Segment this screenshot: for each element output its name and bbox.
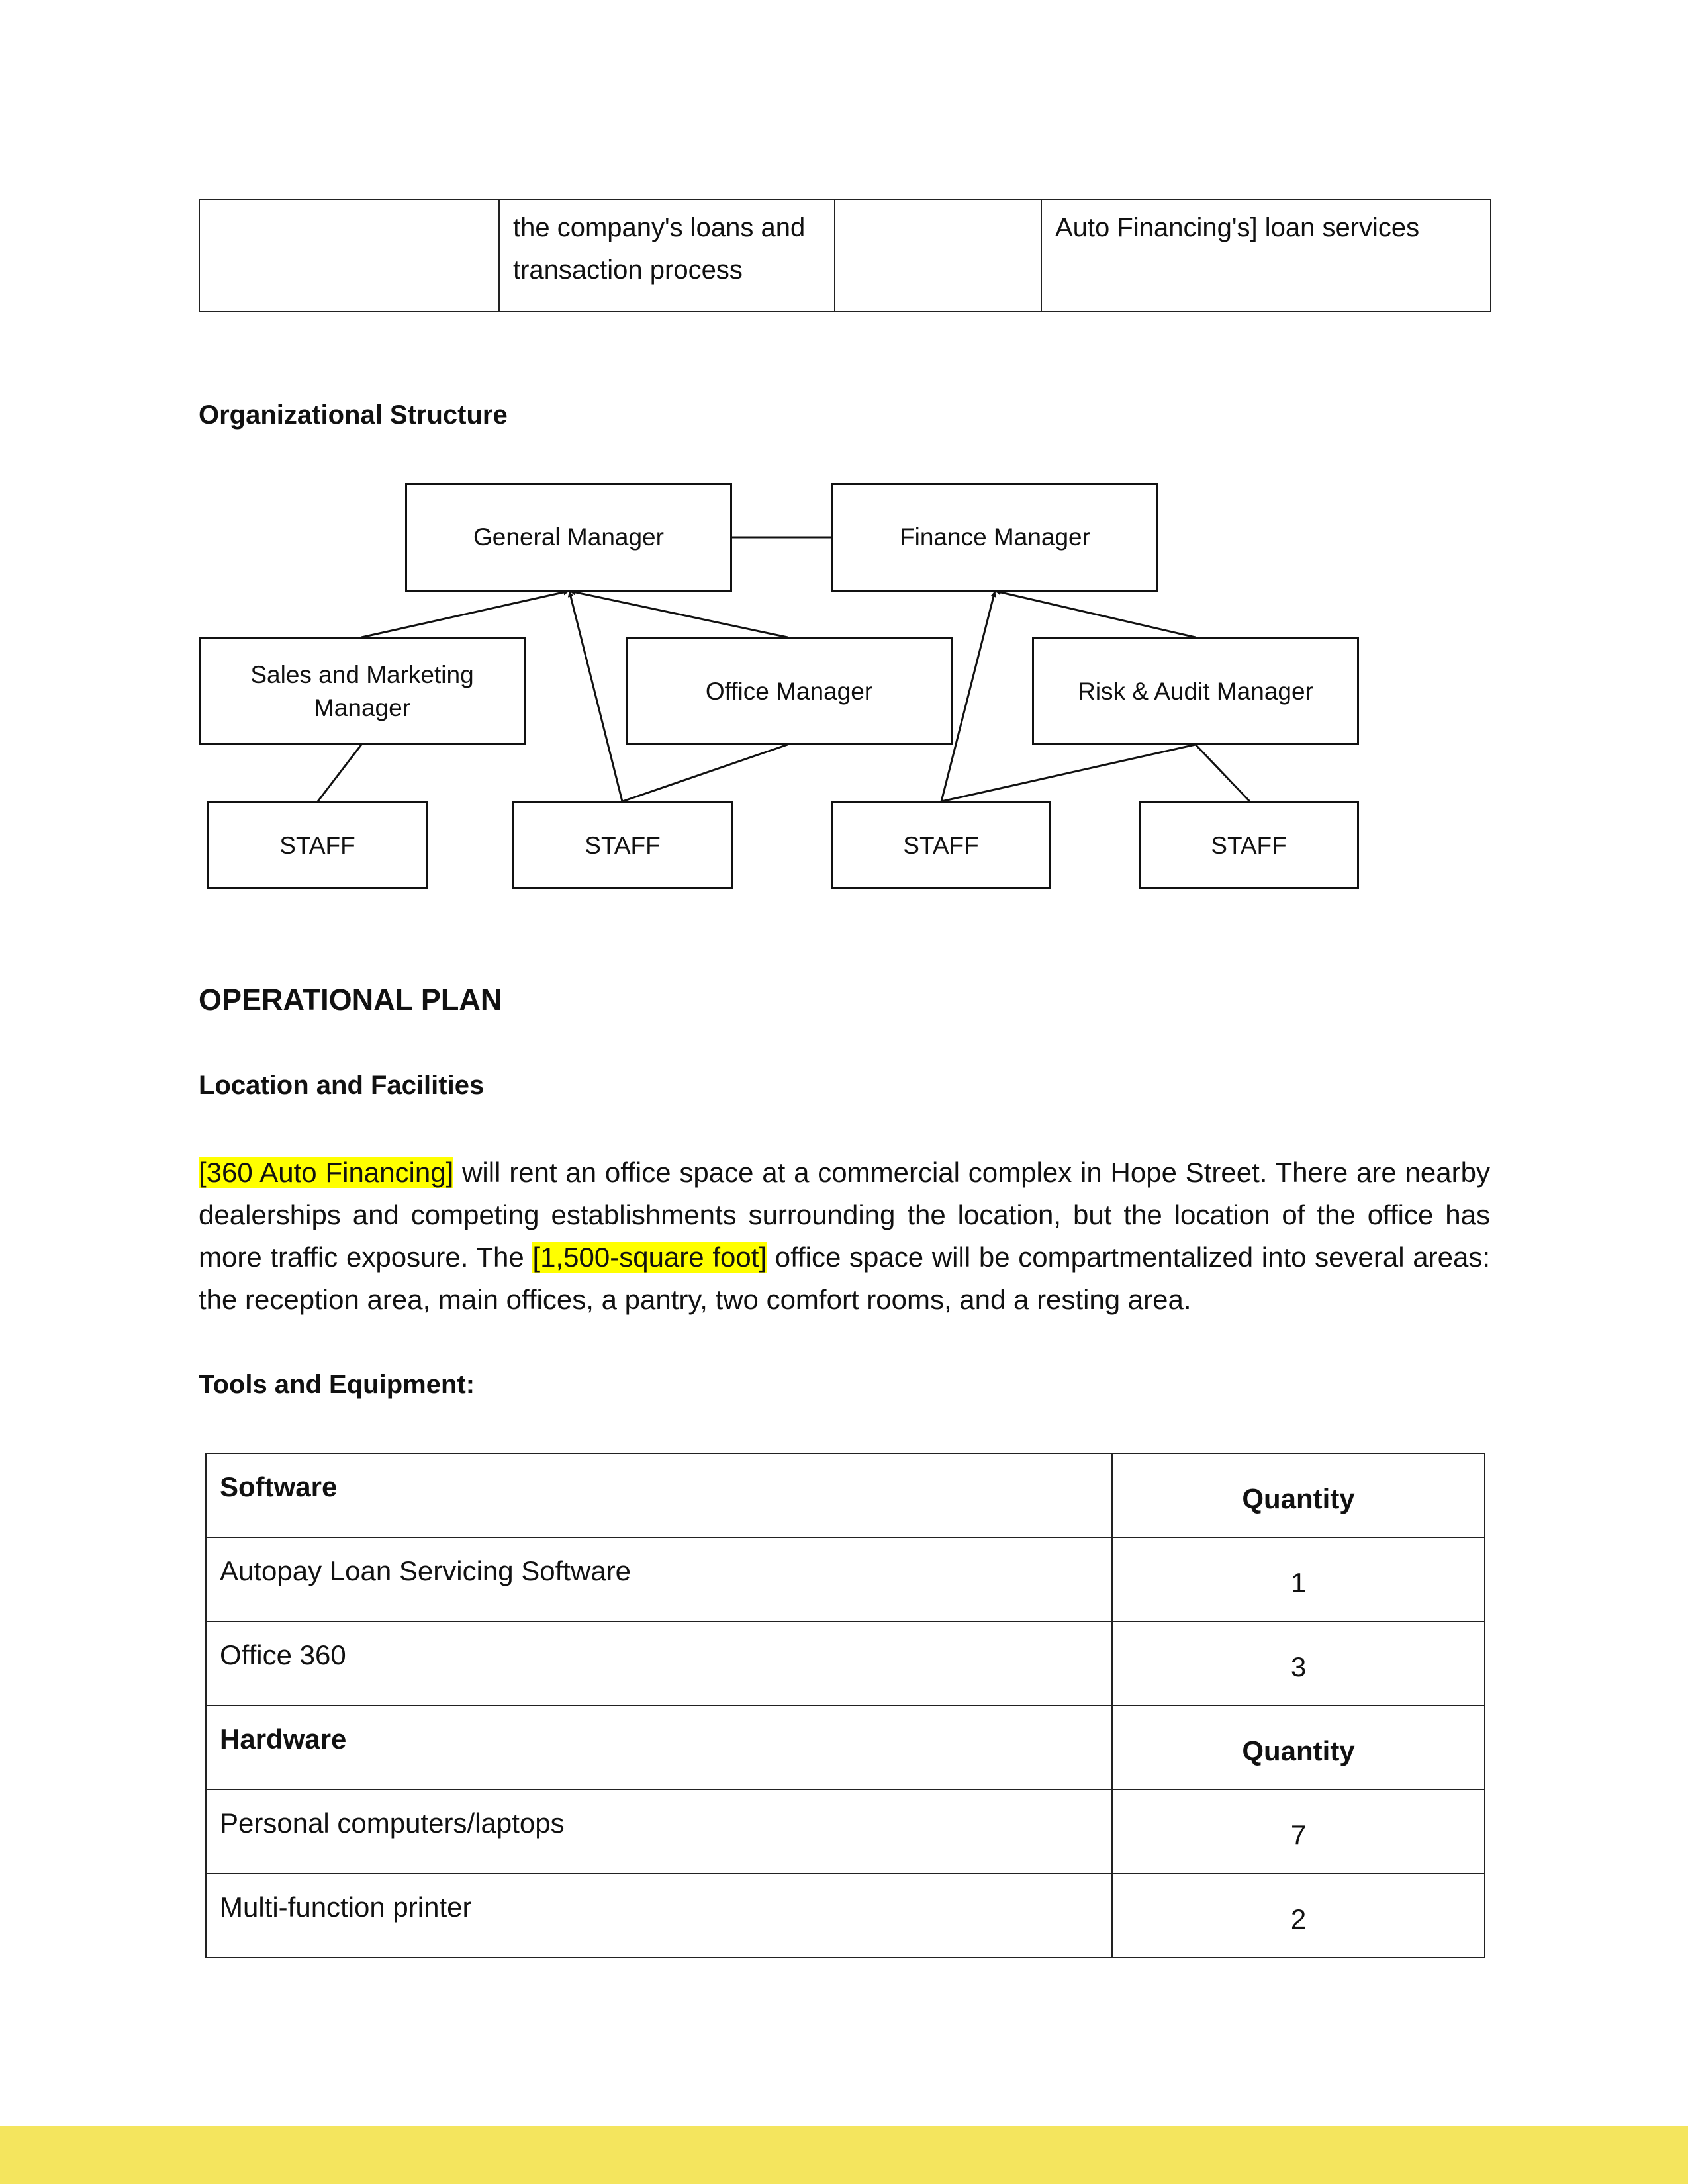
- item-quantity: 1: [1112, 1537, 1485, 1621]
- org-node-staff: [207, 801, 428, 889]
- paragraph-text: will rent an office space at a commercial complex in Hope Street. There are nearby dealerships and competing establishments surrounding the location, but the location of the office has more traffic exposure. The: [199, 1157, 1490, 1273]
- table-header-row: [206, 1453, 1485, 1537]
- table-row: [206, 1790, 1485, 1874]
- risk-staff3-connector: [941, 745, 1196, 801]
- org-node-staff: [512, 801, 733, 889]
- org-node-label: Risk & Audit Manager: [1078, 677, 1313, 705]
- table-row: [206, 1621, 1485, 1706]
- paragraph-text: office space will be compartmentalized into several areas: the reception area, main offices, a pantry, two comfort rooms, and a resting area.: [199, 1242, 1490, 1315]
- org-node-label: Office Manager: [705, 677, 873, 705]
- org-chart-connectors: [0, 0, 1688, 927]
- hardware-header: Hardware: [206, 1706, 1112, 1790]
- sales-to-gm-arrow: [361, 591, 569, 637]
- org-node-risk-audit-manager: [1032, 637, 1359, 745]
- org-node-staff: [1139, 801, 1359, 889]
- quantity-header: Quantity: [1112, 1453, 1485, 1537]
- item-name: Autopay Loan Servicing Software: [206, 1537, 1112, 1621]
- item-name: Multi-function printer: [206, 1874, 1112, 1958]
- sales-staff1-connector: [318, 745, 361, 801]
- staff2-to-gm-arrow: [569, 591, 622, 801]
- item-quantity: 2: [1112, 1874, 1485, 1958]
- location-paragraph: [199, 1152, 1490, 1321]
- risk-to-fm-arrow: [995, 591, 1196, 637]
- risk-staff4-connector: [1196, 745, 1250, 801]
- table-header-row: [206, 1706, 1485, 1790]
- org-node-sales-marketing-manager: [199, 637, 526, 745]
- office-staff2-connector: [622, 745, 788, 801]
- location-heading: Location and Facilities: [199, 1071, 485, 1100]
- tools-heading: Tools and Equipment:: [199, 1370, 475, 1399]
- table-cell: [199, 199, 499, 312]
- table-cell: the company's loans and transaction process: [499, 199, 835, 312]
- item-name: Office 360: [206, 1621, 1112, 1706]
- operational-plan-heading: OPERATIONAL PLAN: [199, 983, 502, 1017]
- item-quantity: 7: [1112, 1790, 1485, 1874]
- quantity-header: Quantity: [1112, 1706, 1485, 1790]
- table-cell: Auto Financing's] loan services: [1041, 199, 1491, 312]
- table-row: [206, 1537, 1485, 1621]
- org-node-label: Sales and Marketing Manager: [250, 660, 474, 721]
- continuation-table: [199, 199, 1491, 312]
- office-to-gm-arrow: [569, 591, 788, 637]
- table-row: [206, 1874, 1485, 1958]
- table-row: [199, 199, 1491, 312]
- org-structure-heading: Organizational Structure: [199, 400, 508, 430]
- highlighted-office-size: [1,500-square foot]: [532, 1242, 767, 1273]
- item-quantity: 3: [1112, 1621, 1485, 1706]
- org-node-label: STAFF: [903, 831, 979, 859]
- org-node-office-manager: [626, 637, 953, 745]
- equipment-table: [205, 1453, 1485, 1958]
- org-node-label: STAFF: [279, 831, 355, 859]
- item-name: Personal computers/laptops: [206, 1790, 1112, 1874]
- footer-bar: [0, 2126, 1688, 2184]
- highlighted-company-name: [360 Auto Financing]: [199, 1157, 454, 1188]
- org-node-label: STAFF: [1211, 831, 1287, 859]
- org-node-label: General Manager: [473, 523, 664, 551]
- org-node-staff: [831, 801, 1051, 889]
- org-node-finance-manager: [831, 483, 1158, 592]
- table-cell: [835, 199, 1041, 312]
- org-node-label: STAFF: [585, 831, 661, 859]
- org-node-label: Finance Manager: [900, 523, 1090, 551]
- software-header: Software: [206, 1453, 1112, 1537]
- org-node-general-manager: [405, 483, 732, 592]
